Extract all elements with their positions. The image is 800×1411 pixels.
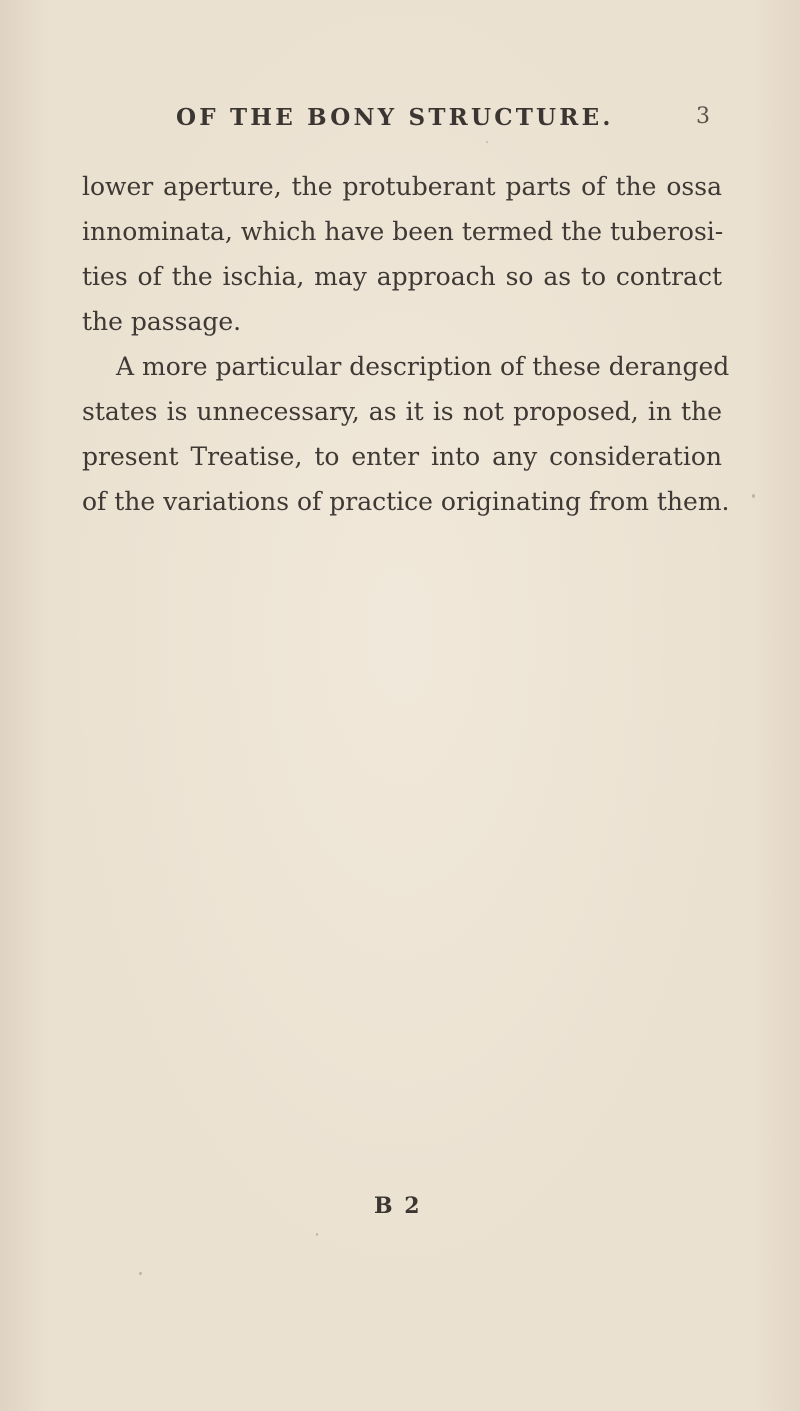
page-number: 3 [696,104,710,129]
text-line: of the variations of practice originating from them. [82,487,730,516]
paper-speck [486,141,488,143]
text-line: innominata, which have been termed the tuberosi- [82,217,724,246]
running-title: OF THE BONY STRUCTURE. [176,104,614,131]
text-line: ties of the ischia, may approach so as to contract [82,262,722,291]
text-line: present Treatise, to enter into any consideration [82,442,722,471]
paper-speck [139,1272,142,1275]
paper-speck [752,494,755,498]
text-line: lower aperture, the protuberant parts of the ossa [82,172,722,201]
body-text [82,164,730,524]
paragraph-first-line: A more particular description of these deranged [116,352,730,381]
running-head [0,104,800,138]
signature-mark: B 2 [374,1193,422,1219]
text-line: states is unnecessary, as it is not proposed, in the [82,397,722,426]
text-line: the passage. [82,307,242,336]
paper-speck [316,1233,318,1236]
